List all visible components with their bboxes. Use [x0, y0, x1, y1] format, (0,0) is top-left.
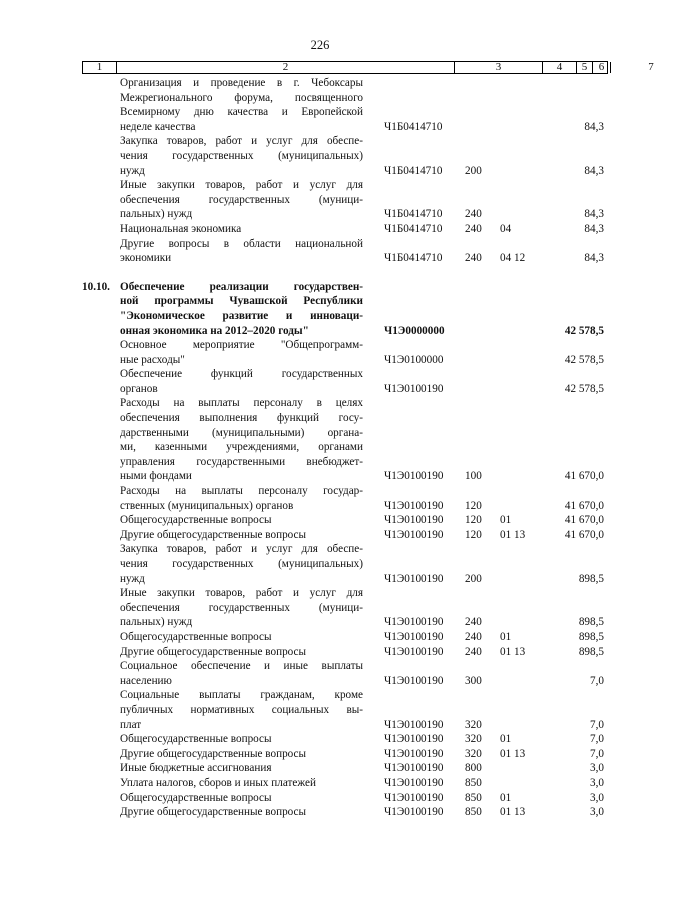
row-title-line: неделе качества — [120, 120, 196, 133]
row-title-line: ственных (муниципальных) органов — [120, 499, 294, 512]
expense-group: 240 — [465, 645, 482, 658]
row-title — [120, 222, 363, 237]
table-row — [0, 747, 640, 762]
amount: 898,5 — [578, 645, 604, 658]
expense-group: 240 — [465, 222, 482, 235]
section-subsection: 01 — [500, 733, 512, 746]
header-col-4: 4 — [543, 62, 577, 73]
row-title — [120, 367, 363, 396]
row-title-line: Расходы на выплаты персоналу в целях — [120, 397, 363, 410]
row-title-line: Общегосударственные вопросы — [120, 733, 272, 746]
table-row — [0, 237, 640, 266]
expense-group: 120 — [465, 499, 482, 512]
amount: 3,0 — [590, 806, 604, 819]
amount: 84,3 — [584, 208, 604, 221]
table-row — [0, 396, 640, 484]
target-article-code: Ч1Э0100190 — [384, 572, 444, 585]
table-row — [0, 178, 640, 222]
target-article-code: Ч1Э0100190 — [384, 470, 444, 483]
header-col-7: 7 — [648, 61, 654, 73]
row-title-line: Социальное обеспечение и иные выплаты — [120, 660, 363, 673]
amount: 7,0 — [590, 733, 604, 746]
expense-group: 850 — [465, 806, 482, 819]
amount: 898,5 — [578, 572, 604, 585]
row-title — [120, 630, 363, 645]
row-title-line: органов — [120, 382, 158, 395]
header-col-5: 5 — [577, 62, 593, 73]
row-title-line: Другие общегосударственные вопросы — [120, 645, 307, 658]
expense-group: 240 — [465, 630, 482, 643]
row-title-line: Обеспечение реализации государствен- — [120, 280, 363, 293]
row-title — [120, 776, 363, 791]
table-row — [0, 76, 640, 134]
row-title-line: чения государственных (муниципальных) — [120, 149, 363, 162]
expense-group: 320 — [465, 718, 482, 731]
table-row — [0, 528, 640, 543]
expense-group: 850 — [465, 776, 482, 789]
row-title-line: дарственными (муниципальными) органа- — [120, 426, 363, 439]
section-subsection: 04 12 — [500, 252, 526, 265]
row-number: 10.10. — [82, 280, 110, 293]
section-subsection: 01 13 — [500, 747, 526, 760]
table-row — [0, 776, 640, 791]
row-title-line: пальных) нужд — [120, 208, 193, 221]
section-subsection: 01 — [500, 630, 512, 643]
target-article-code: Ч1Э0100190 — [384, 791, 444, 804]
amount: 41 670,0 — [564, 528, 604, 541]
expense-group: 320 — [465, 747, 482, 760]
section-subsection: 01 13 — [500, 645, 526, 658]
section-subsection: 04 — [500, 222, 512, 235]
row-title-line: Расходы на выплаты персоналу государ- — [120, 485, 363, 498]
row-title-line: ми, казенными учреждениями, органами — [120, 441, 363, 454]
target-article-code: Ч1Э0100000 — [384, 353, 444, 366]
table-header — [82, 61, 654, 74]
amount: 41 670,0 — [564, 514, 604, 527]
row-title-line: населению — [120, 674, 172, 687]
target-article-code: Ч1Э0100190 — [384, 528, 444, 541]
expense-group: 120 — [465, 528, 482, 541]
table-row — [0, 586, 640, 630]
expense-group: 200 — [465, 572, 482, 585]
amount: 41 670,0 — [564, 470, 604, 483]
row-title-line: "Экономическое развитие и инноваци- — [120, 309, 363, 322]
table-row — [0, 280, 640, 338]
amount: 84,3 — [584, 120, 604, 133]
target-article-code: Ч1Э0100190 — [384, 630, 444, 643]
row-title — [120, 280, 363, 338]
row-title-line: плат — [120, 718, 142, 731]
row-title-line: Закупка товаров, работ и услуг для обеспе- — [120, 135, 363, 148]
row-title-line: онная экономика на 2012–2020 годы" — [120, 324, 309, 337]
expense-group: 200 — [465, 164, 482, 177]
row-title-line: Обеспечение функций государственных — [120, 368, 363, 381]
expense-group: 240 — [465, 252, 482, 265]
row-title-line: Иные закупки товаров, работ и услуг для — [120, 179, 363, 192]
amount: 898,5 — [578, 616, 604, 629]
row-title-line: управления государственными внебюджет- — [120, 455, 363, 468]
target-article-code: Ч1Э0100190 — [384, 733, 444, 746]
row-title — [120, 791, 363, 806]
row-title-line: нужд — [120, 164, 145, 177]
table-row — [0, 484, 640, 513]
target-article-code: Ч1Б0414710 — [384, 164, 443, 177]
expense-group: 100 — [465, 470, 482, 483]
row-title — [120, 645, 363, 660]
row-title-line: нужд — [120, 572, 145, 585]
row-title — [120, 659, 363, 688]
target-article-code: Ч1Э0100190 — [384, 718, 444, 731]
target-article-code: Ч1Э0100190 — [384, 499, 444, 512]
amount: 42 578,5 — [564, 382, 604, 395]
amount: 84,3 — [584, 164, 604, 177]
target-article-code: Ч1Э0100190 — [384, 674, 444, 687]
section-subsection: 01 13 — [500, 806, 526, 819]
row-title-line: чения государственных (муниципальных) — [120, 558, 363, 570]
row-title — [120, 396, 363, 484]
table-row — [0, 222, 640, 237]
amount: 7,0 — [590, 747, 604, 760]
table-row — [0, 761, 640, 776]
row-title-line: обеспечения государственных (муници- — [120, 193, 363, 206]
target-article-code: Ч1Э0100190 — [384, 806, 444, 819]
expense-group: 120 — [465, 514, 482, 527]
row-title — [120, 76, 363, 134]
target-article-code: Ч1Б0414710 — [384, 120, 443, 133]
row-title-line: Общегосударственные вопросы — [120, 514, 272, 527]
row-title-line: Всемирному дню качества и Европейской — [120, 106, 363, 119]
expense-group: 300 — [465, 674, 482, 687]
target-article-code: Ч1Э0100190 — [384, 747, 444, 760]
row-title — [120, 528, 363, 543]
row-title-line: экономики — [120, 252, 172, 265]
target-article-code: Ч1Э0100190 — [384, 776, 444, 789]
table-row — [0, 367, 640, 396]
row-title-line: ной программы Чувашской Республики — [120, 295, 363, 308]
target-article-code: Ч1Б0414710 — [384, 222, 443, 235]
target-article-code: Ч1Б0414710 — [384, 208, 443, 221]
row-title-line: Общегосударственные вопросы — [120, 791, 272, 804]
amount: 3,0 — [590, 776, 604, 789]
row-title — [120, 761, 363, 776]
row-title-line: Другие общегосударственные вопросы — [120, 806, 307, 819]
target-article-code: Ч1Э0000000 — [384, 324, 445, 337]
header-col-1: 1 — [83, 62, 117, 73]
row-title-line: Организация и проведение в г. Чебоксары — [120, 77, 363, 89]
table-row — [0, 805, 640, 820]
row-title-line: Общегосударственные вопросы — [120, 630, 272, 643]
expense-group: 850 — [465, 791, 482, 804]
row-title-line: ные расходы" — [120, 353, 185, 366]
row-title-line: Другие общегосударственные вопросы — [120, 747, 307, 760]
row-title — [120, 542, 363, 586]
header-col-2: 2 — [117, 62, 455, 73]
row-title-line: Социальные выплаты гражданам, кроме — [120, 689, 363, 702]
target-article-code: Ч1Б0414710 — [384, 252, 443, 265]
table-row — [0, 338, 640, 367]
row-title — [120, 688, 363, 732]
table-row — [0, 134, 640, 178]
header-col-3: 3 — [455, 62, 543, 73]
row-title-line: пальных) нужд — [120, 616, 193, 629]
section-subsection: 01 — [500, 791, 512, 804]
amount: 41 670,0 — [564, 499, 604, 512]
budget-table-body — [0, 76, 640, 820]
table-row — [0, 688, 640, 732]
row-title-line: публичных нормативных социальных вы- — [120, 703, 363, 716]
amount: 42 578,5 — [564, 353, 604, 366]
table-row — [0, 513, 640, 528]
target-article-code: Ч1Э0100190 — [384, 514, 444, 527]
row-title-line: Национальная экономика — [120, 222, 242, 235]
row-title-line: Другие общегосударственные вопросы — [120, 528, 307, 541]
table-row — [0, 542, 640, 586]
section-subsection: 01 — [500, 514, 512, 527]
amount: 3,0 — [590, 791, 604, 804]
row-title — [120, 484, 363, 513]
target-article-code: Ч1Э0100190 — [384, 762, 444, 775]
amount: 7,0 — [590, 718, 604, 731]
header-col-6: 6 — [593, 62, 611, 73]
amount: 3,0 — [590, 762, 604, 775]
row-title — [120, 513, 363, 528]
row-title — [120, 237, 363, 266]
row-title-line: Основное мероприятие "Общепрограмм- — [120, 339, 363, 352]
row-title-line: Другие вопросы в области национальной — [120, 237, 363, 250]
row-title — [120, 747, 363, 762]
row-title-line: Иные бюджетные ассигнования — [120, 762, 272, 775]
table-row — [0, 659, 640, 688]
expense-group: 240 — [465, 616, 482, 629]
amount: 898,5 — [578, 630, 604, 643]
row-title-line: обеспечения выполнения функций госу- — [120, 412, 363, 425]
row-title-line: ными фондами — [120, 470, 192, 483]
table-row — [0, 630, 640, 645]
target-article-code: Ч1Э0100190 — [384, 645, 444, 658]
amount: 84,3 — [584, 252, 604, 265]
row-title — [120, 732, 363, 747]
row-title-line: Иные закупки товаров, работ и услуг для — [120, 587, 363, 600]
amount: 7,0 — [590, 674, 604, 687]
row-title — [120, 134, 363, 178]
row-title — [120, 586, 363, 630]
row-title — [120, 805, 363, 820]
section-subsection: 01 13 — [500, 528, 526, 541]
target-article-code: Ч1Э0100190 — [384, 382, 444, 395]
table-row — [0, 791, 640, 806]
target-article-code: Ч1Э0100190 — [384, 616, 444, 629]
amount: 84,3 — [584, 222, 604, 235]
row-title — [120, 338, 363, 367]
row-title-line: обеспечения государственных (муници- — [120, 601, 363, 614]
row-title-line: Закупка товаров, работ и услуг для обеспе- — [120, 543, 363, 556]
expense-group: 240 — [465, 208, 482, 221]
row-title — [120, 178, 363, 222]
row-title-line: Уплата налогов, сборов и иных платежей — [120, 776, 316, 789]
page-number: 226 — [310, 38, 330, 52]
expense-group: 320 — [465, 733, 482, 746]
expense-group: 800 — [465, 762, 482, 775]
table-row — [0, 645, 640, 660]
table-row — [0, 732, 640, 747]
amount: 42 578,5 — [564, 324, 604, 337]
row-title-line: Межрегионального форума, посвященного — [120, 91, 363, 104]
